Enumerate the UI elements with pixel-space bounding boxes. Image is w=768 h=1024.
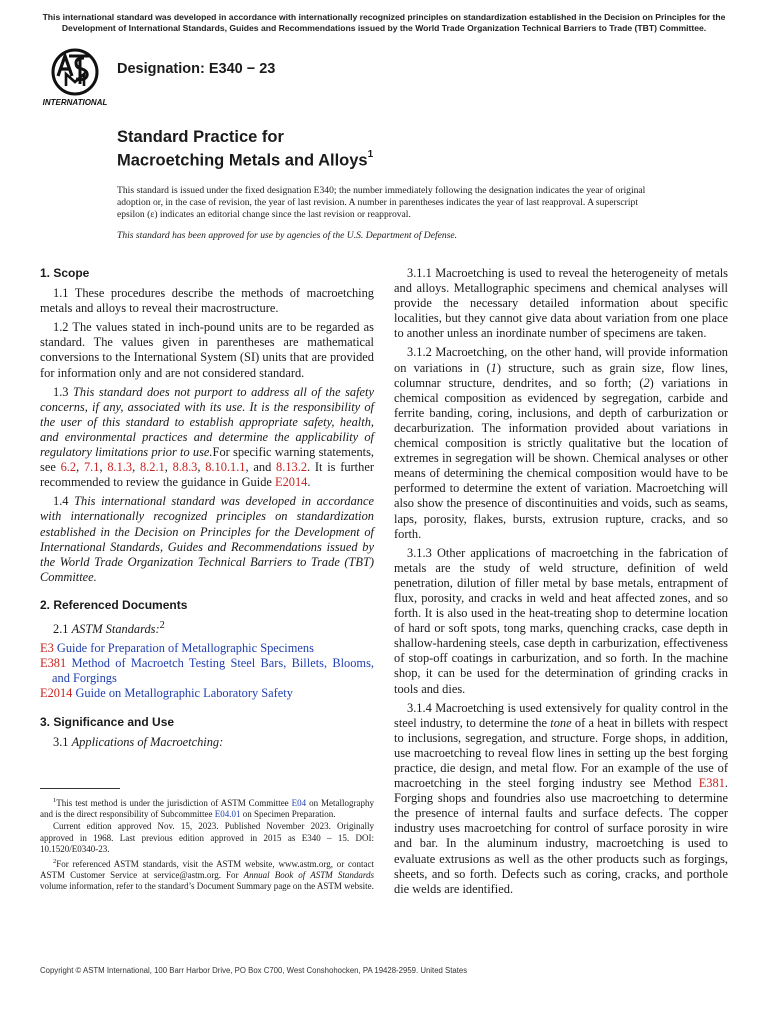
title-footnote-ref: 1 — [367, 149, 374, 160]
para-1-3-safety: This standard does not purport to address all of the safety concerns, if any, associated with its use. It is the responsibility of the user of this standard to establish appropriate safety, health, and environmental practices and determine the applicability of regulatory limitations prior to use. — [40, 384, 374, 460]
link-e381[interactable]: E381 — [698, 776, 725, 791]
para-1-3: 1.3 This standard does not purport to address all of the safety concerns, if any, associated with its use. It is the responsibility of the user of this standard to establish appropriate safety, health, and environmental practices and determine the applicability of regulatory limitations prior to use.For specific warning statements, see 6.2, 7.1, 8.1.3, 8.2.1, 8.8.3, 8.10.1.1, and 8.13.2. It is further recommended to review the guidance in Guide E2014. — [40, 384, 374, 490]
ref-item[interactable] — [40, 641, 374, 656]
link-8-10-1-1[interactable]: 8.10.1.1 — [205, 460, 246, 475]
footnote-divider — [40, 788, 120, 789]
para-1-2: 1.2 The values stated in inch-pound units are to be regarded as standard. The values given in parentheses are mathematical conversions to the International System (SI) units that are provided for information only and are not considered standard. — [40, 320, 374, 380]
page-title — [117, 127, 373, 171]
ref-code-e2014[interactable]: E2014 — [40, 686, 73, 701]
para-3-1-4-b: of a heat in billets with respect to inclusions, segregation, and structure. Forge shops, in addition, use macroetching to reveal flow lines in setting up the best forging practice, die design, and metal flow. For an example of the use of macroetching in the steel forging industry see Method — [394, 715, 728, 791]
designation: Designation: E340 − 23 — [117, 61, 276, 77]
ref-code-e3[interactable]: E3 — [40, 641, 54, 656]
footnote-2-b: volume information, refer to the standard’s Document Summary page on the ASTM website. — [40, 881, 374, 892]
and-text: , and — [245, 460, 272, 475]
para-1-3-num: 1.3 — [53, 384, 69, 399]
issued-statement: This standard is issued under the fixed designation E340; the number immediately following the designation indicates the year of original adoption or, in the case of revision, the year of last revision. A number in parentheses indicates the year of last reapproval. A superscript epsilon (ε) indicates an editorial change since the last revision or reapproval. — [117, 185, 646, 220]
link-7-1[interactable]: 7.1 — [83, 460, 100, 475]
link-8-2-1[interactable]: 8.2.1 — [139, 460, 165, 475]
title-line-1: Standard Practice for — [117, 128, 284, 146]
astm-standards-label: ASTM Standards: — [71, 622, 160, 637]
logo-text: INTERNATIONAL — [42, 98, 108, 107]
footnote-1-a: This test method is under the jurisdiction of ASTM Committee — [56, 798, 289, 808]
scope-heading: 1. Scope — [40, 266, 90, 280]
applications-label: Applications of Macroetching: — [71, 734, 224, 749]
para-2-1-num: 2.1 — [53, 622, 69, 637]
para-1-4-text: This international standard was developed in accordance with internationally recognized principles on standardization established in the Decision on Principles for the Development of International Standards, Guides and Recommendations issued by the World Trade Organization Technical Barriers to Trade (TBT) Committee. — [40, 494, 374, 584]
dod-approval: This standard has been approved for use by agencies of the U.S. Department of Defense. — [117, 230, 458, 241]
para-3-1-4-c: . Forging shops and foundries also use macroetching to determine the presence of internal faults and surface defects. The copper industry uses macroetching for control of surface porosity in wire and bar. In the aluminum industry, macroetching is used to evaluate extrusions as well as the other products such as forgings, sheets, and so forth. Defects such as coring, cracks, and porthole die welds are identified. — [394, 776, 728, 896]
ref-code-e381[interactable]: E381 — [40, 656, 67, 671]
para-3-1-3: 3.1.3 Other applications of macroetching in the fabrication of metals are the study of weld structure, definition of weld penetration, dilution of filler metal by base metals, entrapment of flux, porosity, and cracks in weld and heat affected zones, and so forth. It is also used in the heat-treating shop to determine location of hard or soft spots, tong marks, quenching cracks, case depth in shallow-hardening steels, case depth in carburization, effectiveness of stop-off coatings in carburization, and so forth. In the machine shop, it can be used for the determination of grinding cracks in tools and dies. — [394, 545, 728, 696]
footnote-1-mark: 1 — [53, 797, 57, 804]
significance-heading: 3. Significance and Use — [40, 714, 175, 729]
astm-logo-icon — [40, 44, 110, 108]
ref-item[interactable] — [40, 686, 374, 701]
footnote-2-book: Annual Book of ASTM Standards — [243, 870, 375, 881]
title-line-2 — [117, 147, 373, 171]
item-num-2: 2 — [643, 375, 650, 390]
para-3-1-2-b: ) structure, such as grain size, flow lines, columnar structure, dendrites, and so forth; ( — [394, 360, 728, 390]
link-8-13-2[interactable]: 8.13.2 — [276, 460, 308, 475]
para-3-1-4-a: 3.1.4 Macroetching is used extensively for quality control in the steel industry, to determine the — [394, 700, 728, 730]
link-e04-01[interactable]: E04.01 — [214, 809, 241, 820]
ref-title-e381[interactable]: Method of Macroetch Testing Steel Bars, Billets, Blooms, and Forgings — [52, 656, 374, 686]
para-1-4 — [40, 494, 374, 585]
copyright: Copyright © ASTM International, 100 Barr Harbor Drive, PO Box C700, West Conshohocken, PA 19428-2959. United States — [40, 966, 468, 975]
link-e2014-guide[interactable]: E2014 — [275, 475, 308, 490]
footnote-2-a: For referenced ASTM standards, visit the ASTM website, www.astm.org, or contact ASTM Customer Service at service@astm.org. For — [40, 859, 374, 881]
right-column — [394, 266, 728, 901]
period: . — [307, 475, 311, 490]
para-3-1-4 — [394, 701, 728, 897]
para-1-3-text-b: . It is further recommended to review the guidance in Guide — [40, 460, 374, 490]
referenced-documents-heading: 2. Referenced Documents — [40, 597, 188, 612]
link-8-8-3[interactable]: 8.8.3 — [172, 460, 198, 475]
link-6-2[interactable]: 6.2 — [60, 460, 77, 475]
footnote-ref-2: 2 — [159, 619, 165, 631]
para-3-1-1: 3.1.1 Macroetching is used to reveal the heterogeneity of metals and alloys. Metallographic specimens and chemical analyses will provide the necessary detailed information about specific localities, but they cannot give data about variation from one place to another unless an inordinate number of specimens are taken. — [394, 266, 728, 341]
para-3-1 — [40, 735, 374, 750]
para-1-3-text-a: For specific warning statements, see — [40, 445, 374, 475]
tone-word: tone — [550, 715, 572, 730]
ref-item[interactable] — [40, 656, 374, 686]
footnote-1-c: on Specimen Preparation. — [242, 809, 336, 820]
para-1-4-num: 1.4 — [53, 494, 69, 509]
title-main: Macroetching Metals and Alloys — [117, 151, 368, 170]
footnote-1-b: on Metallography and is the direct responsibility of Subcommittee — [40, 798, 375, 820]
footnote-1-edition: Current edition approved Nov. 15, 2023. Published November 2023. Originally approved in 1968. Last previous edition approved in 2015 as E340 – 15. DOI: 10.1520/E0340-23. — [40, 821, 374, 854]
link-e04[interactable]: E04 — [291, 798, 307, 808]
footnote-2-mark: 2 — [53, 858, 57, 866]
para-3-1-2 — [394, 345, 728, 541]
ref-title-e2014[interactable]: Guide on Metallographic Laboratory Safety — [75, 686, 293, 701]
para-3-1-2-c: ) variations in chemical composition as evidenced by segregation, carbide and ferrite banding, coring, inclusions, and depth of carburization or decarburization. The information provided about variations in chemical composition is strictly qualitative but the location of extremes in segregation will be shown. Chemical analyses or other means of determining the chemical composition would have to be performed to determine the extent of variation. Macroetching will also show the presence of discontinuities and voids, such as seams, laps, porosity, flakes, bursts, extrusion rupture, cracks, and so forth. — [394, 375, 728, 541]
para-2-1 — [40, 618, 374, 637]
link-8-1-3[interactable]: 8.1.3 — [107, 460, 133, 475]
footnote-2 — [40, 856, 374, 893]
tbt-notice: This international standard was developed in accordance with internationally recognized principles on standardization established in the Decision on Principles for the Development of International Standards, Guides and Recommendations issued by the World Trade Organization Technical Barriers to Trade (TBT) Committee. — [42, 12, 726, 33]
item-num-1: 1 — [490, 360, 497, 375]
para-3-1-num: 3.1 — [53, 734, 69, 749]
para-3-1-2-a: 3.1.2 Macroetching, on the other hand, will provide information on variations in ( — [394, 345, 728, 375]
ref-title-e3[interactable]: Guide for Preparation of Metallographic Specimens — [56, 641, 314, 656]
footnote-1 — [40, 795, 374, 820]
para-1-1: 1.1 These procedures describe the methods of macroetching metals and alloys to reveal their macrostructure. — [40, 286, 374, 316]
footnotes — [40, 795, 374, 894]
left-column — [40, 266, 374, 754]
